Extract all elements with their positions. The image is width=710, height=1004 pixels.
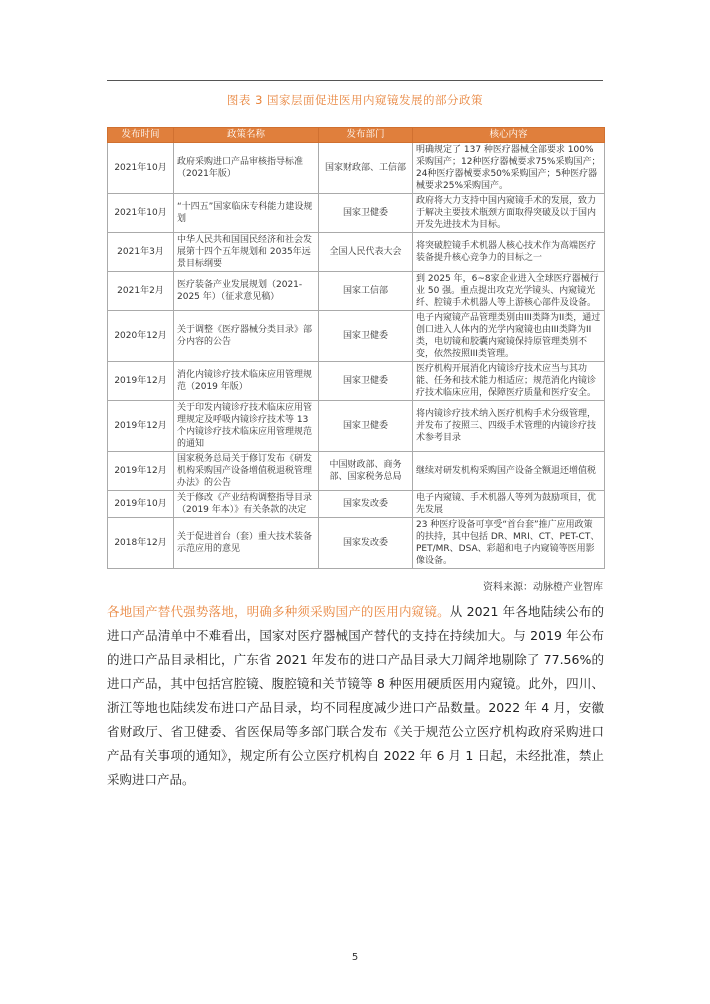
cell-department: 国家发改委 bbox=[319, 491, 413, 518]
cell-department: 国家卫健委 bbox=[319, 311, 413, 362]
cell-core-content: 电子内窥镜产品管理类别由III类降为II类，通过创口进入人体内的光学内窥镜也由III类降为II类，电切镜和胶囊内窥镜保持原管理类别不变，依然按照III类管理。 bbox=[413, 311, 605, 362]
page-number: 5 bbox=[351, 952, 359, 963]
cell-department: 国家发改委 bbox=[319, 518, 413, 569]
cell-date: 2021年10月 bbox=[108, 194, 174, 233]
table-row bbox=[108, 311, 605, 362]
cell-core-content: 医疗机构开展消化内镜诊疗技术应当与其功能、任务和技术能力相适应；规范消化内镜诊疗技术临床应用，保障医疗质量和医疗安全。 bbox=[413, 362, 605, 401]
cell-date: 2019年12月 bbox=[108, 362, 174, 401]
cell-core-content: 政府将大力支持中国内窥镜手术的发展，致力于解决主要技术瓶颈方面取得突破及以于国内开发先进技术为目标。 bbox=[413, 194, 605, 233]
cell-policy-name: 中华人民共和国国民经济和社会发展第十四个五年规划和 2035年远景目标纲要 bbox=[174, 233, 319, 272]
body-paragraph bbox=[107, 600, 604, 792]
table-row bbox=[108, 194, 605, 233]
cell-date: 2021年2月 bbox=[108, 272, 174, 311]
cell-department: 国家卫健委 bbox=[319, 362, 413, 401]
header-policy-name: 政策名称 bbox=[174, 128, 319, 143]
policy-table bbox=[107, 127, 605, 569]
cell-policy-name: 政府采购进口产品审核指导标准（2021年版） bbox=[174, 143, 319, 194]
table-row bbox=[108, 233, 605, 272]
header-rule bbox=[107, 80, 603, 81]
cell-policy-name: 医疗装备产业发展规划（2021-2025 年）（征求意见稿） bbox=[174, 272, 319, 311]
highlight-sentence: 各地国产替代强势落地，明确多种须采购国产的医用内窥镜。 bbox=[107, 604, 450, 619]
figure-title: 图表 3 国家层面促进医用内窥镜发展的部分政策 bbox=[226, 93, 484, 107]
cell-department: 国家财政部、工信部 bbox=[319, 143, 413, 194]
table-row bbox=[108, 272, 605, 311]
header-core-content: 核心内容 bbox=[413, 128, 605, 143]
cell-department: 中国财政部、商务部、国家税务总局 bbox=[319, 452, 413, 491]
cell-policy-name: 国家税务总局关于修订发布《研发机构采购国产设备增值税退税管理办法》的公告 bbox=[174, 452, 319, 491]
header-date: 发布时间 bbox=[108, 128, 174, 143]
cell-date: 2021年10月 bbox=[108, 143, 174, 194]
cell-date: 2018年12月 bbox=[108, 518, 174, 569]
cell-date: 2020年12月 bbox=[108, 311, 174, 362]
cell-core-content: 将突破腔镜手术机器人核心技术作为高端医疗装备提升核心竞争力的目标之一 bbox=[413, 233, 605, 272]
cell-policy-name: 关于调整《医疗器械分类目录》部分内容的公告 bbox=[174, 311, 319, 362]
cell-core-content: 到 2025 年，6~8家企业进入全球医疗器械行业 50 强。重点提出攻克光学镜头、内窥镜光纤、腔镜手术机器人等上游核心部件及设备。 bbox=[413, 272, 605, 311]
cell-department: 全国人民代表大会 bbox=[319, 233, 413, 272]
cell-department: 国家工信部 bbox=[319, 272, 413, 311]
cell-policy-name: 关于促进首台（套）重大技术装备示范应用的意见 bbox=[174, 518, 319, 569]
header-department: 发布部门 bbox=[319, 128, 413, 143]
table-row bbox=[108, 518, 605, 569]
cell-policy-name: 关于印发内镜诊疗技术临床应用管理规定及呼吸内镜诊疗技术等 13 个内镜诊疗技术临床应用管理规范的通知 bbox=[174, 401, 319, 452]
cell-date: 2019年12月 bbox=[108, 401, 174, 452]
cell-date: 2021年3月 bbox=[108, 233, 174, 272]
cell-core-content: 将内镜诊疗技术纳入医疗机构手术分级管理，并发布了按照三、四级手术管理的内镜诊疗技术参考目录 bbox=[413, 401, 605, 452]
table-header-row bbox=[108, 128, 605, 143]
cell-department: 国家卫健委 bbox=[319, 194, 413, 233]
source-note: 资料来源：动脉橙产业智库 bbox=[483, 582, 603, 593]
cell-policy-name: “十四五”国家临床专科能力建设规划 bbox=[174, 194, 319, 233]
cell-core-content: 继续对研发机构采购国产设备全额退还增值税 bbox=[413, 452, 605, 491]
table-row bbox=[108, 491, 605, 518]
cell-core-content: 明确规定了 137 种医疗器械全部要求 100%采购国产；12种医疗器械要求75%采购国产；24种医疗器械要求50%采购国产；5种医疗器械要求25%采购国产。 bbox=[413, 143, 605, 194]
cell-department: 国家卫健委 bbox=[319, 401, 413, 452]
cell-core-content: 23 种医疗设备可享受“首台套”推广应用政策的扶持，其中包括 DR、MRI、CT、PET-CT、PET/MR、DSA、彩超和电子内窥镜等医用影像设备。 bbox=[413, 518, 605, 569]
table-row bbox=[108, 452, 605, 491]
table-row bbox=[108, 401, 605, 452]
cell-policy-name: 消化内镜诊疗技术临床应用管理规范（2019 年版） bbox=[174, 362, 319, 401]
table-row bbox=[108, 143, 605, 194]
paragraph-text: 从 2021 年各地陆续公布的进口产品清单中不难看出，国家对医疗器械国产替代的支持在持续加大。与 2019 年公布的进口产品目录相比，广东省 2021 年发布的进口产品目录大刀阔斧地剔除了 77.56%的进口产品，其中包括宫腔镜、腹腔镜和关节镜等 8 种医用硬质医用内窥镜。此外，四川、浙江等地也陆续发布进口产品目录，均不同程度减少进口产品数量。2022 年 4 月，安徽省财政厅、省卫健委、省医保局等多部门联合发布《关于规范公立医疗机构政府采购进口产品有关事项的通知》，规定所有公立医疗机构自 2022 年 6 月 1 日起，未经批准，禁止采购进口产品。 bbox=[107, 604, 604, 787]
cell-date: 2019年12月 bbox=[108, 452, 174, 491]
cell-core-content: 电子内窥镜、手术机器人等列为鼓励项目，优先发展 bbox=[413, 491, 605, 518]
cell-date: 2019年10月 bbox=[108, 491, 174, 518]
cell-policy-name: 关于修改《产业结构调整指导目录（2019 年本）》有关条款的决定 bbox=[174, 491, 319, 518]
table-row bbox=[108, 362, 605, 401]
